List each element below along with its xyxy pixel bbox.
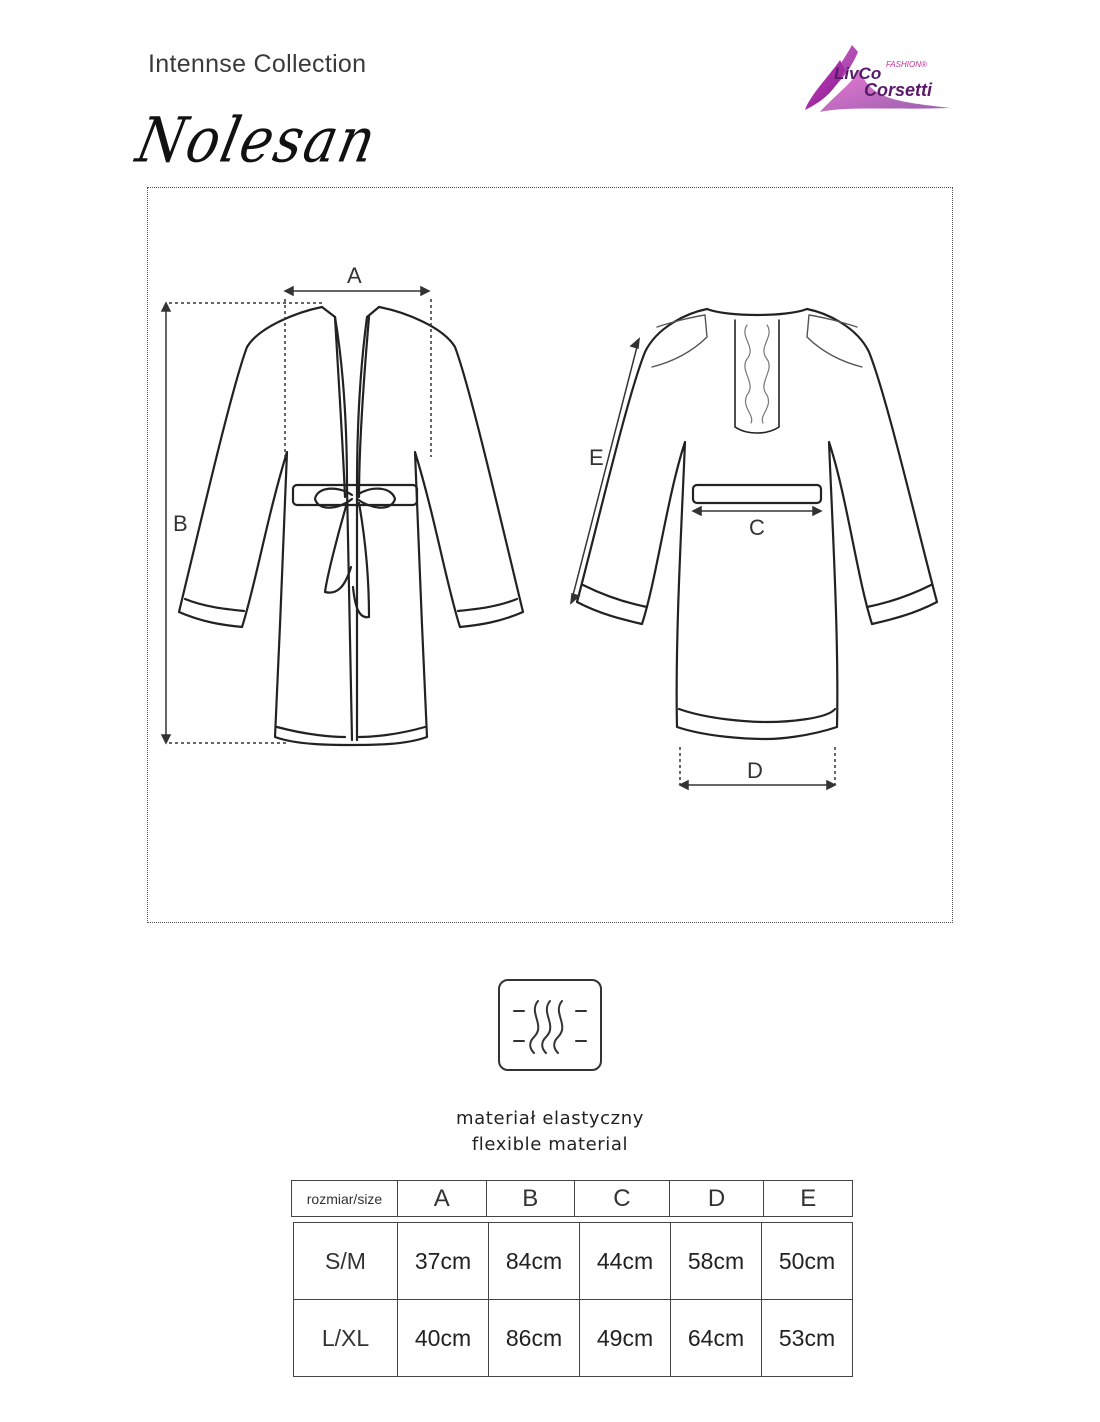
flexible-material-icon — [498, 979, 602, 1071]
size-table — [293, 1222, 853, 1377]
measure-cell: 58cm — [671, 1223, 762, 1300]
dimension-label-a: A — [347, 263, 362, 288]
collection-title: Intennse Collection — [148, 50, 367, 78]
size-header-cell: B — [486, 1181, 575, 1217]
dimension-label-b: B — [173, 511, 188, 536]
garment-diagram — [147, 187, 953, 923]
product-name: Nolesan — [130, 104, 384, 177]
size-header-cell: A — [398, 1181, 487, 1217]
measure-cell: 37cm — [398, 1223, 489, 1300]
measure-cell: 40cm — [398, 1300, 489, 1377]
table-row — [294, 1300, 853, 1377]
size-header-cell: C — [575, 1181, 670, 1217]
logo-text-fashion: FASHION® — [886, 60, 927, 69]
dimension-label-e: E — [589, 445, 604, 470]
size-header-cell: E — [764, 1181, 853, 1217]
size-table-header — [291, 1180, 853, 1217]
care-label-pl: materiał elastyczny — [456, 1108, 644, 1129]
size-header-cell: D — [669, 1181, 764, 1217]
table-row — [294, 1223, 853, 1300]
measure-cell: 64cm — [671, 1300, 762, 1377]
measure-cell: 50cm — [762, 1223, 853, 1300]
measure-cell: 53cm — [762, 1300, 853, 1377]
robe-front-drawing — [179, 307, 523, 745]
brand-logo — [800, 40, 970, 120]
size-cell: S/M — [294, 1223, 398, 1300]
size-header-cell: rozmiar/size — [292, 1181, 398, 1217]
logo-text-livco: LivCo — [834, 64, 882, 83]
logo-text-corsetti: Corsetti — [864, 80, 933, 100]
measure-cell: 49cm — [580, 1300, 671, 1377]
size-cell: L/XL — [294, 1300, 398, 1377]
measure-cell: 86cm — [489, 1300, 580, 1377]
dimension-label-c: C — [749, 515, 765, 540]
care-label-en: flexible material — [471, 1134, 629, 1155]
dimension-label-d: D — [747, 758, 763, 783]
measure-cell: 84cm — [489, 1223, 580, 1300]
measure-cell: 44cm — [580, 1223, 671, 1300]
